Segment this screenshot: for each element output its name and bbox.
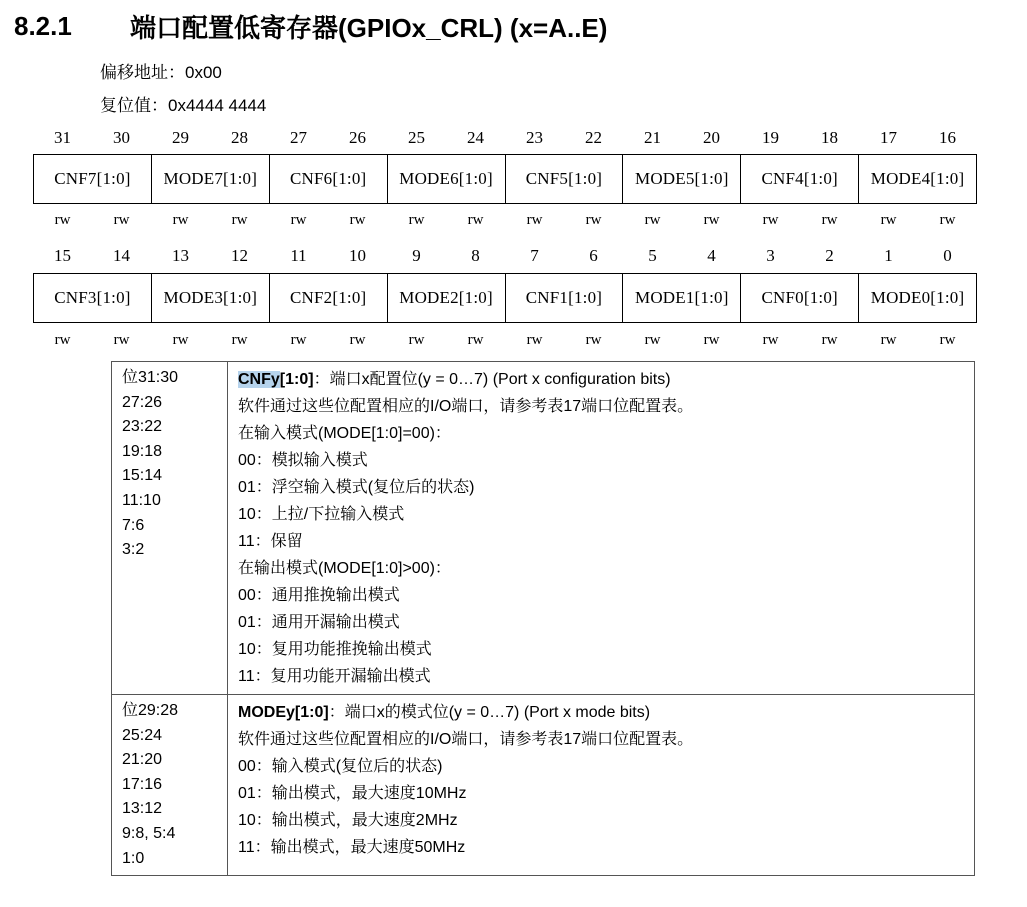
bit-number: 21	[644, 128, 661, 147]
access-mode: rw	[349, 332, 366, 348]
bit-number: 24	[467, 128, 484, 147]
bit-number: 11	[290, 246, 307, 265]
offset-address: 偏移地址：0x00	[100, 63, 222, 82]
bit-number: 30	[113, 128, 130, 147]
bit-range: 19:18	[122, 442, 163, 460]
bit-number: 2	[825, 246, 834, 265]
bit-range: 25:24	[122, 726, 163, 744]
bit-number: 8	[471, 246, 480, 265]
description-line: 软件通过这些位配置相应的I/O端口，请参考表17端口位配置表。	[238, 731, 694, 748]
access-mode: rw	[231, 212, 248, 228]
access-mode: rw	[644, 212, 661, 228]
bit-number: 18	[821, 128, 838, 147]
field-title	[238, 366, 964, 393]
access-mode: rw	[290, 212, 307, 228]
access-mode: rw	[526, 332, 543, 348]
description-line: 在输入模式(MODE[1:0]=00)：	[238, 425, 451, 442]
field-cnf5: CNF5[1:0]	[506, 155, 624, 203]
access-mode: rw	[762, 212, 779, 228]
bit-number: 28	[231, 128, 248, 147]
bit-number: 26	[349, 128, 366, 147]
access-mode: rw	[467, 212, 484, 228]
bit-number: 17	[880, 128, 897, 147]
field-mode1: MODE1[1:0]	[623, 274, 741, 322]
bit-range: 15:14	[122, 467, 163, 485]
description-cell	[228, 695, 975, 876]
field-cnf2: CNF2[1:0]	[270, 274, 388, 322]
bit-number: 15	[54, 246, 71, 265]
bit-range: 1:0	[122, 849, 145, 867]
bit-number: 12	[231, 246, 248, 265]
field-name: MODEy[1:0]	[238, 704, 329, 721]
field-mode2: MODE2[1:0]	[388, 274, 506, 322]
bit-range: 21:20	[122, 751, 163, 769]
bit-number: 0	[943, 246, 952, 265]
field-mode3: MODE3[1:0]	[152, 274, 270, 322]
access-row-high	[33, 212, 977, 229]
bit-number: 6	[589, 246, 598, 265]
description-line: 软件通过这些位配置相应的I/O端口，请参考表17端口位配置表。	[238, 398, 694, 415]
bit-range-cell	[112, 695, 228, 876]
field-cnf4: CNF4[1:0]	[741, 155, 859, 203]
access-mode: rw	[585, 212, 602, 228]
description-line: 01：通用开漏输出模式	[238, 614, 400, 631]
field-mode7: MODE7[1:0]	[152, 155, 270, 203]
field-mode6: MODE6[1:0]	[388, 155, 506, 203]
description-line: 10：上拉/下拉输入模式	[238, 506, 405, 523]
description-row-cnf	[112, 362, 975, 695]
bit-number: 20	[703, 128, 720, 147]
access-mode: rw	[526, 212, 543, 228]
bit-description-table	[111, 361, 975, 876]
description-line: 11：输出模式，最大速度50MHz	[238, 839, 466, 856]
field-mode4: MODE4[1:0]	[870, 169, 965, 188]
bit-number: 1	[884, 246, 893, 265]
description-line: 10：复用功能推挽输出模式	[238, 641, 432, 658]
bit-range: 7:6	[122, 516, 145, 534]
access-mode: rw	[880, 332, 897, 348]
access-mode: rw	[290, 332, 307, 348]
access-mode: rw	[172, 332, 189, 348]
bit-range: 位29:28	[122, 702, 179, 719]
bit-number: 7	[530, 246, 539, 265]
bit-number: 23	[526, 128, 543, 147]
bit-number: 31	[54, 128, 71, 147]
access-mode: rw	[349, 212, 366, 228]
bit-range: 23:22	[122, 418, 163, 436]
bit-range: 9:8, 5:4	[122, 824, 176, 842]
register-fields-low	[33, 273, 977, 323]
description-line: 11：保留	[238, 533, 303, 550]
access-mode: rw	[172, 212, 189, 228]
access-mode: rw	[54, 212, 71, 228]
field-title-text: ：端口x配置位(y = 0…7) (Port x configuration bits)	[313, 371, 671, 388]
bit-numbers-high	[33, 128, 977, 148]
access-row-low	[33, 332, 977, 349]
section-number: 8.2.1	[14, 10, 72, 41]
field-name-suffix: [1:0]	[279, 371, 314, 388]
access-mode: rw	[703, 212, 720, 228]
access-mode: rw	[939, 332, 956, 348]
description-line: 00：模拟输入模式	[238, 452, 368, 469]
bit-number: 22	[585, 128, 602, 147]
access-mode: rw	[939, 212, 956, 228]
access-mode: rw	[762, 332, 779, 348]
bit-number: 29	[172, 128, 189, 147]
section-title: 端口配置低寄存器(GPIOx_CRL) (x=A..E)	[130, 12, 608, 43]
bit-number: 27	[290, 128, 307, 147]
description-line: 00：通用推挽输出模式	[238, 587, 400, 604]
access-mode: rw	[408, 212, 425, 228]
bit-range: 13:12	[122, 800, 163, 818]
access-mode: rw	[821, 332, 838, 348]
access-mode: rw	[231, 332, 248, 348]
description-line: 10：输出模式，最大速度2MHz	[238, 812, 458, 829]
bit-range: 17:16	[122, 775, 163, 793]
field-cnf1: CNF1[1:0]	[506, 274, 624, 322]
description-line: 01：输出模式，最大速度10MHz	[238, 785, 467, 802]
access-mode: rw	[880, 212, 897, 228]
field-title	[238, 699, 964, 726]
bit-number: 9	[412, 246, 421, 265]
description-line: 00：输入模式(复位后的状态)	[238, 758, 443, 775]
bit-range: 11:10	[122, 491, 161, 509]
access-mode: rw	[585, 332, 602, 348]
bit-range: 27:26	[122, 393, 163, 411]
field-cnf6: CNF6[1:0]	[270, 155, 388, 203]
field-title-text: ：端口x的模式位(y = 0…7) (Port x mode bits)	[328, 704, 651, 721]
register-fields-high	[33, 154, 977, 204]
bit-number: 5	[648, 246, 657, 265]
description-line: 11：复用功能开漏输出模式	[238, 668, 431, 685]
access-mode: rw	[467, 332, 484, 348]
bit-range-cell	[112, 362, 228, 695]
bit-range: 位31:30	[122, 369, 179, 386]
reset-value: 复位值：0x4444 4444	[100, 96, 267, 115]
field-cnf0: CNF0[1:0]	[741, 274, 859, 322]
access-mode: rw	[113, 332, 130, 348]
description-cell	[228, 362, 975, 695]
field-name-highlighted: CNFy	[238, 371, 280, 388]
bit-number: 25	[408, 128, 425, 147]
access-mode: rw	[703, 332, 720, 348]
field-cnf3: CNF3[1:0]	[34, 274, 152, 322]
bit-number: 13	[172, 246, 189, 265]
bit-number: 16	[939, 128, 956, 147]
bit-number: 4	[707, 246, 716, 265]
bit-numbers-low	[33, 246, 977, 266]
description-line: 01：浮空输入模式(复位后的状态)	[238, 479, 475, 496]
field-cnf7: CNF7[1:0]	[34, 155, 152, 203]
field-mode5: MODE5[1:0]	[623, 155, 741, 203]
access-mode: rw	[644, 332, 661, 348]
access-mode: rw	[113, 212, 130, 228]
description-line: 在输出模式(MODE[1:0]>00)：	[238, 560, 451, 577]
bit-range: 3:2	[122, 541, 145, 559]
section-heading	[14, 6, 607, 46]
bit-number: 19	[762, 128, 779, 147]
access-mode: rw	[821, 212, 838, 228]
field-mode0: MODE0[1:0]	[870, 288, 965, 307]
access-mode: rw	[54, 332, 71, 348]
access-mode: rw	[408, 332, 425, 348]
bit-number: 10	[349, 246, 366, 265]
bit-number: 3	[766, 246, 775, 265]
bit-number: 14	[113, 246, 130, 265]
description-row-mode	[112, 695, 975, 876]
